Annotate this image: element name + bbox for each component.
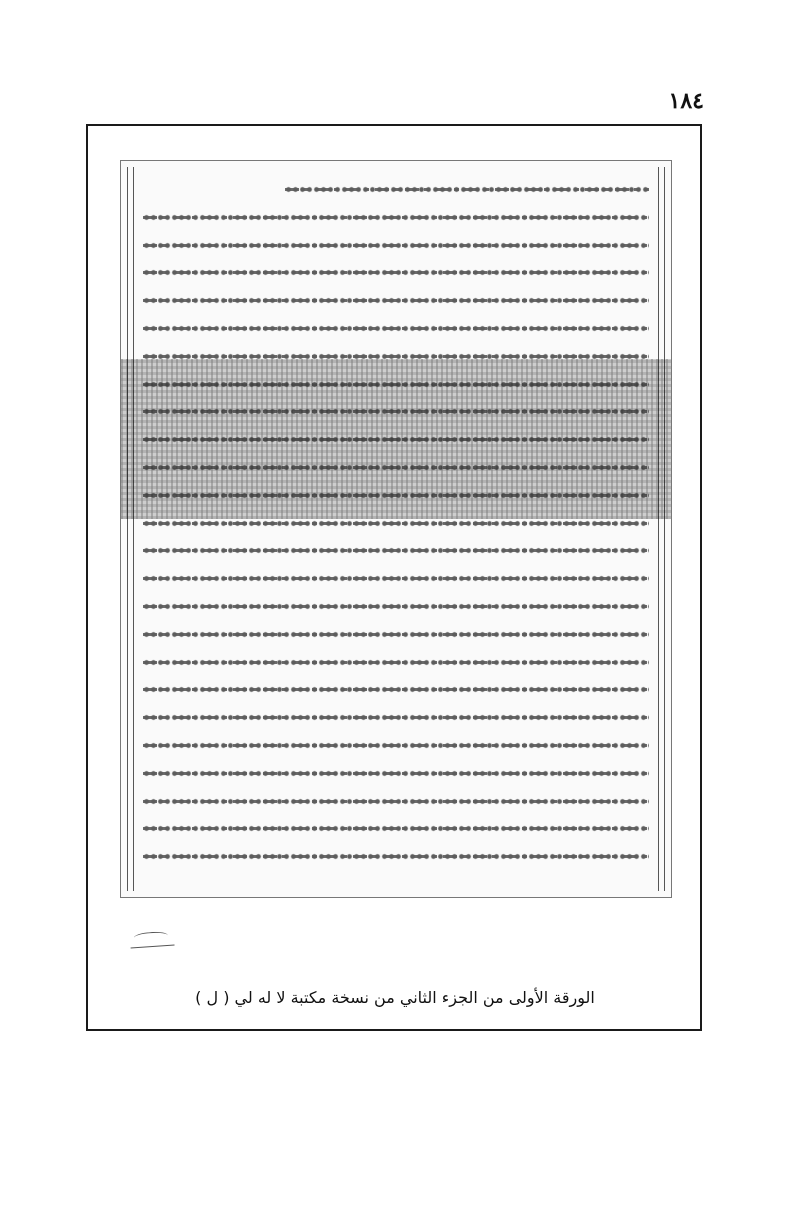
manuscript-line bbox=[143, 679, 649, 700]
manuscript-line bbox=[143, 290, 649, 311]
manuscript-line bbox=[143, 318, 649, 339]
manuscript-line bbox=[143, 235, 649, 256]
manuscript-line bbox=[143, 207, 649, 228]
manuscript-line bbox=[143, 429, 649, 450]
manuscript-line bbox=[143, 262, 649, 283]
margin-rule bbox=[133, 167, 134, 891]
manuscript-line bbox=[143, 346, 649, 367]
manuscript-line bbox=[143, 540, 649, 561]
manuscript-line bbox=[143, 846, 649, 867]
manuscript-line bbox=[143, 485, 649, 506]
manuscript-image bbox=[120, 160, 672, 898]
manuscript-line bbox=[143, 763, 649, 784]
figure-caption: الورقة الأولى من الجزء الثاني من نسخة مكتبة لا له لي ( ل ) bbox=[195, 988, 595, 1007]
page-number: ١٨٤ bbox=[668, 88, 704, 114]
manuscript-line bbox=[143, 707, 649, 728]
manuscript-line bbox=[143, 568, 649, 589]
manuscript-line bbox=[143, 457, 649, 478]
manuscript-line bbox=[143, 596, 649, 617]
manuscript-line bbox=[143, 818, 649, 839]
manuscript-text-block bbox=[143, 179, 649, 883]
margin-rule bbox=[127, 167, 128, 891]
manuscript-line bbox=[285, 179, 649, 200]
manuscript-line bbox=[143, 791, 649, 812]
margin-rule bbox=[658, 167, 659, 891]
manuscript-line bbox=[143, 374, 649, 395]
manuscript-line bbox=[143, 735, 649, 756]
manuscript-line bbox=[143, 652, 649, 673]
margin-rule bbox=[664, 167, 665, 891]
manuscript-line bbox=[143, 401, 649, 422]
manuscript-line bbox=[143, 624, 649, 645]
manuscript-line bbox=[143, 513, 649, 534]
handwritten-mark bbox=[129, 928, 174, 948]
